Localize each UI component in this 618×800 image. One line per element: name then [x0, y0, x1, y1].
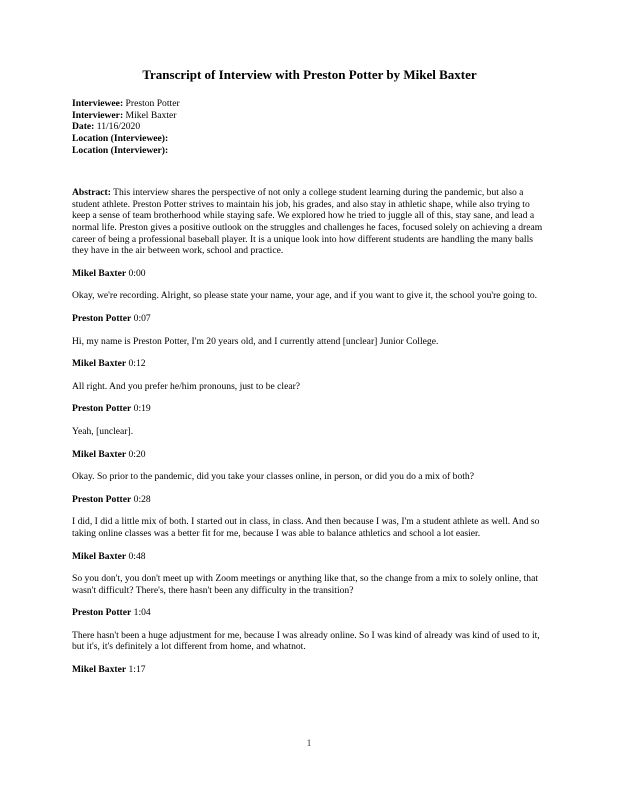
speaker-timestamp: 1:17: [128, 664, 146, 676]
metadata-date: [72, 121, 547, 133]
transcript-entry: [72, 358, 547, 392]
metadata-block: [72, 98, 547, 156]
speaker-name: Preston Potter: [72, 607, 132, 619]
abstract-text: This interview shares the perspective of not only a college student learning during the pandemic, but also a student athlete. Preston Potter strives to maintain his job, his grades, and also stay in athletic shape, while also trying to keep a sense of team brotherhood while staying safe. We explored how he tried to juggle all of this, stay sane, and lead a normal life. Preston gives a positive outlook on the struggles and challenges he faces, focused solely on achieving a dream career of being a professional baseball player. It is a unique look into how different students are handling the many balls they have in the air between work, school and practice.: [72, 187, 543, 257]
speaker-timestamp: 1:04: [133, 607, 151, 619]
speaker-heading: [72, 449, 547, 461]
speaker-name: Preston Potter: [72, 493, 132, 505]
abstract-paragraph: [72, 187, 547, 257]
speaker-heading: [72, 268, 547, 280]
transcript-entry: [72, 494, 547, 540]
transcript-entry: [72, 664, 547, 676]
page-number: 1: [306, 738, 312, 749]
speaker-heading: [72, 358, 547, 370]
utterance-text: Yeah, [unclear].: [72, 425, 134, 437]
metadata-label: Date:: [72, 121, 95, 133]
speaker-heading: [72, 551, 547, 563]
speaker-heading: [72, 494, 547, 506]
utterance-text: So you don't, you don't meet up with Zoom meetings or anything like that, so the change from a mix to solely online, that wasn't difficult? There's, there hasn't been any difficulty in the transition?: [72, 573, 539, 596]
metadata-interviewer: [72, 110, 547, 122]
speaker-name: Mikel Baxter: [72, 448, 127, 460]
speaker-timestamp: 0:20: [128, 448, 146, 460]
metadata-value: 11/16/2020: [96, 121, 141, 133]
utterance-text: I did, I did a little mix of both. I started out in class, in class. And then because I was, I'm a student athlete as well. And so taking online classes was a better fit for me, because I was able to balance athletics and school a lot easier.: [72, 516, 540, 539]
speaker-timestamp: 0:07: [133, 312, 151, 324]
speaker-name: Mikel Baxter: [72, 664, 127, 676]
utterance-text: There hasn't been a huge adjustment for me, because I was already online. So I was kind of already was kind of used to it, but it's, it's definitely a lot different from home, and whatnot.: [72, 629, 540, 653]
metadata-label: Location (Interviewer):: [72, 144, 169, 156]
metadata-location-interviewer: [72, 145, 547, 157]
transcript-entry: [72, 607, 547, 653]
speaker-name: Mikel Baxter: [72, 358, 127, 370]
utterance-text: Okay. So prior to the pandemic, did you take your classes online, in person, or did you do a mix of both?: [72, 471, 474, 483]
utterance-text: Okay, we're recording. Alright, so please state your name, your age, and if you want to give it, the school you're going to.: [72, 290, 538, 302]
transcript-entry: [72, 551, 547, 597]
metadata-label: Interviewer:: [72, 109, 124, 121]
speaker-timestamp: 0:19: [133, 403, 151, 415]
metadata-label: Location (Interviewee):: [72, 133, 169, 145]
speaker-timestamp: 0:48: [128, 550, 146, 562]
metadata-label: Interviewee:: [72, 98, 124, 110]
metadata-interviewee: [72, 98, 547, 110]
transcript-entry: [72, 313, 547, 347]
utterance-text: Hi, my name is Preston Potter, I'm 20 years old, and I currently attend [unclear] Junior College.: [72, 335, 439, 347]
metadata-value: Mikel Baxter: [125, 109, 177, 121]
speaker-name: Mikel Baxter: [72, 550, 127, 562]
transcript-entry: [72, 449, 547, 483]
speaker-name: Mikel Baxter: [72, 267, 127, 279]
speaker-heading: [72, 313, 547, 325]
metadata-value: Preston Potter: [125, 98, 180, 110]
speaker-heading: [72, 664, 547, 676]
speaker-name: Preston Potter: [72, 403, 132, 415]
speaker-timestamp: 0:00: [128, 267, 146, 279]
speaker-timestamp: 0:12: [128, 358, 146, 370]
metadata-location-interviewee: [72, 133, 547, 145]
abstract-label: Abstract:: [72, 187, 111, 199]
speaker-timestamp: 0:28: [133, 493, 151, 505]
document-title: Transcript of Interview with Preston Potter by Mikel Baxter: [142, 67, 477, 82]
transcript-entry: [72, 403, 547, 437]
speaker-heading: [72, 607, 547, 619]
transcript-entry: [72, 268, 547, 302]
speaker-name: Preston Potter: [72, 312, 132, 324]
speaker-heading: [72, 403, 547, 415]
utterance-text: All right. And you prefer he/him pronouns, just to be clear?: [72, 380, 301, 392]
